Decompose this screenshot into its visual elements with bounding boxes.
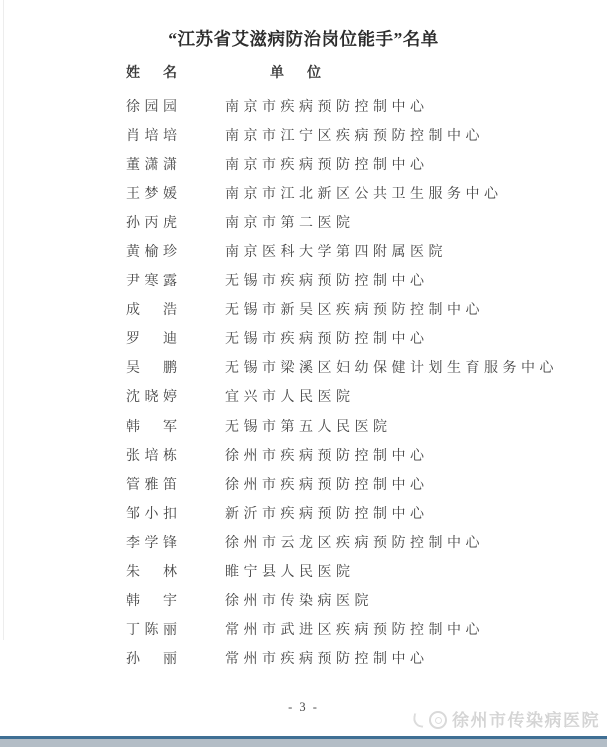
column-header-name: 姓 名 (126, 66, 182, 81)
watermark-text: 徐州市传染病医院 (452, 711, 600, 730)
person-name: 孙 丽 (126, 652, 182, 668)
person-name: 肖培培 (126, 128, 182, 144)
unit-name: 徐州市云龙区疾病预防控制中心 (225, 535, 484, 551)
table-row (126, 469, 596, 498)
table-row (126, 120, 596, 149)
person-name: 沈晓婷 (126, 390, 182, 406)
person-name: 罗 迪 (126, 332, 182, 348)
page-title: “江苏省艾滋病防治岗位能手”名单 (168, 29, 439, 49)
table-row (126, 644, 596, 673)
table-row (126, 295, 596, 324)
watermark (413, 706, 600, 731)
table-row (126, 324, 596, 353)
unit-name: 徐州市疾病预防控制中心 (225, 448, 429, 464)
table-header-row (126, 62, 326, 82)
bottom-edge-strip (0, 739, 607, 747)
unit-name: 常州市武进区疾病预防控制中心 (225, 623, 484, 639)
unit-name: 徐州市疾病预防控制中心 (225, 477, 429, 493)
unit-name: 南京市疾病预防控制中心 (225, 99, 429, 115)
table-row (126, 557, 596, 586)
unit-name: 无锡市第五人民医院 (225, 419, 392, 435)
person-name: 李学锋 (126, 535, 182, 551)
table-row (126, 382, 596, 411)
person-name: 孙丙虎 (126, 215, 182, 231)
table-row (126, 207, 596, 236)
table-row (126, 149, 596, 178)
table-row (126, 411, 596, 440)
unit-name: 无锡市疾病预防控制中心 (225, 274, 429, 290)
unit-name: 徐州市传染病医院 (225, 594, 373, 610)
person-name: 朱 林 (126, 565, 182, 581)
table-row (126, 498, 596, 527)
person-name: 张培栋 (126, 448, 182, 464)
table-row (126, 586, 596, 615)
person-name: 吴 鹏 (126, 361, 182, 377)
unit-name: 睢宁县人民医院 (225, 565, 355, 581)
table-row (126, 178, 596, 207)
table-row (126, 615, 596, 644)
person-name: 邹小扣 (126, 506, 182, 522)
person-name: 管雅笛 (126, 477, 182, 493)
person-name: 徐园园 (126, 99, 182, 115)
unit-name: 新沂市疾病预防控制中心 (225, 506, 429, 522)
table-row (126, 266, 596, 295)
person-name: 韩 军 (126, 419, 182, 435)
person-name: 尹寒露 (126, 274, 182, 290)
person-name: 董潇潇 (126, 157, 182, 173)
watermark-flourish-icon (412, 713, 425, 727)
table-row (126, 236, 596, 265)
column-header-unit: 单 位 (270, 66, 326, 81)
person-name: 韩 宇 (126, 594, 182, 610)
unit-name: 宜兴市人民医院 (225, 390, 355, 406)
person-name: 王梦媛 (126, 186, 182, 202)
person-name: 成 浩 (126, 303, 182, 319)
table-row (126, 353, 596, 382)
unit-name: 无锡市梁溪区妇幼保健计划生育服务中心 (225, 361, 558, 377)
person-name: 黄榆珍 (126, 245, 182, 261)
table-row (126, 527, 596, 556)
person-name: 丁陈丽 (126, 623, 182, 639)
circle-logo-icon (429, 711, 447, 729)
unit-name: 无锡市疾病预防控制中心 (225, 332, 429, 348)
unit-name: 无锡市新吴区疾病预防控制中心 (225, 303, 484, 319)
page-number: - 3 - (288, 700, 319, 714)
unit-name: 南京市江北新区公共卫生服务中心 (225, 186, 503, 202)
unit-name: 南京市第二医院 (225, 215, 355, 231)
unit-name: 南京市疾病预防控制中心 (225, 157, 429, 173)
table-row (126, 440, 596, 469)
scan-edge-artifact (3, 0, 4, 640)
table-row (126, 91, 596, 120)
unit-name: 南京医科大学第四附属医院 (225, 245, 447, 261)
table-body (126, 91, 596, 673)
unit-name: 南京市江宁区疾病预防控制中心 (225, 128, 484, 144)
unit-name: 常州市疾病预防控制中心 (225, 652, 429, 668)
